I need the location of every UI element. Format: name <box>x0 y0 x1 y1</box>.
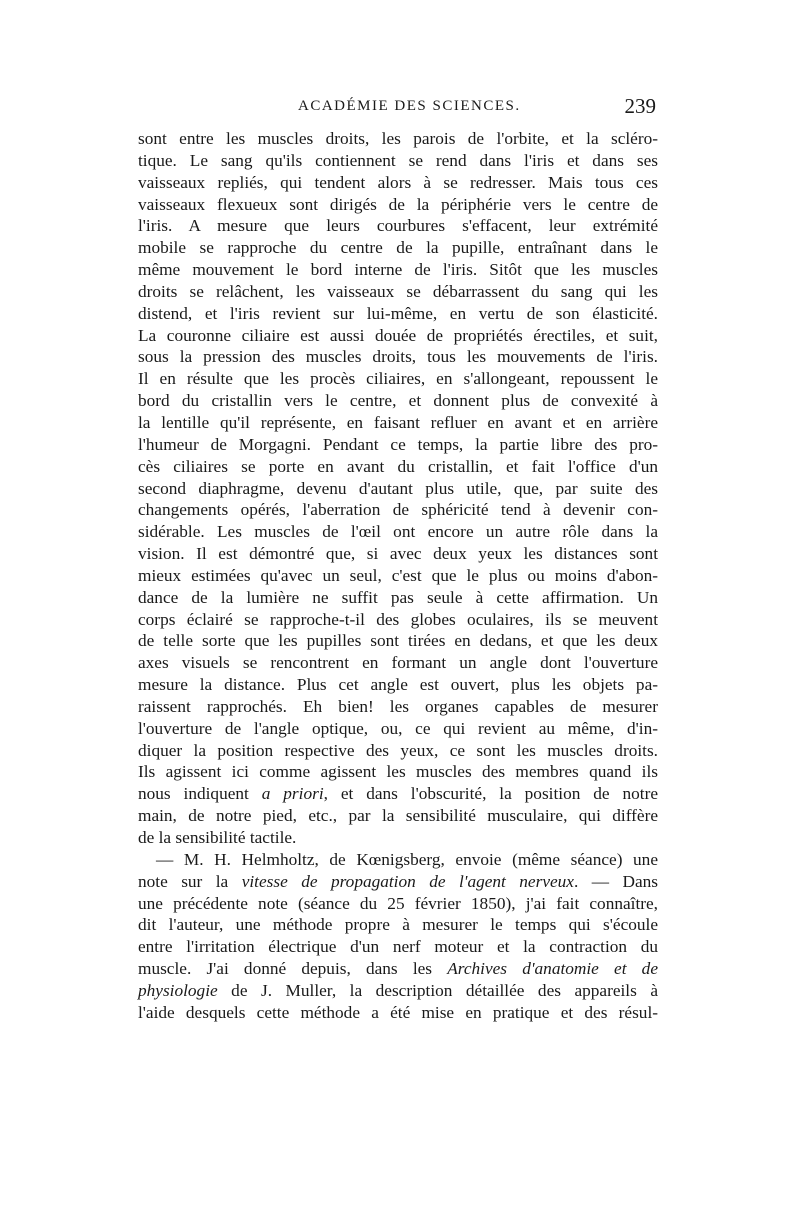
text-line <box>138 958 658 980</box>
running-head-title: ACADÉMIE DES SCIENCES. <box>298 98 521 114</box>
paragraph-end-line: de la sensibilité tactile. <box>138 828 297 847</box>
text-segment: muscle. J'ai donné depuis, dans les <box>138 959 448 979</box>
text-line: droits se relâchent, les vaisseaux se débarrassent du sang qui les <box>138 281 658 301</box>
text-line: dance de la lumière ne suffit pas seule à cette affirmation. Un <box>138 587 658 607</box>
text-line: Ils agissent ici comme agissent les muscles des membres quand ils <box>138 762 658 782</box>
text-line: diquer la position respective des yeux, ce sont les muscles droits. <box>138 740 658 760</box>
text-line: l'ouverture de l'angle optique, ou, ce qui revient au même, d'in- <box>138 718 658 738</box>
italic-title: vitesse de propagation de l'agent nerveux <box>241 871 574 891</box>
text-line: tique. Le sang qu'ils contiennent se rend dans l'iris et dans ses <box>138 150 658 170</box>
text-line: main, de notre pied, etc., par la sensibilité musculaire, qui diffère <box>138 806 658 826</box>
text-segment: . — Dans <box>573 871 658 891</box>
italic-title: Archives d'anatomie et de <box>447 959 658 979</box>
text-line: mobile se rapproche du centre de la pupille, entraînant dans le <box>138 238 658 258</box>
text-line: une précédente note (séance du 25 février 1850), j'ai fait connaître, <box>138 893 658 913</box>
italic-phrase: a priori <box>261 784 324 804</box>
text-line: corps éclairé se rapproche-t-il des globes oculaires, ils se meuvent <box>138 609 658 629</box>
text-line: bord du cristallin vers le centre, et donnent plus de convexité à <box>138 391 658 411</box>
running-head <box>138 94 656 122</box>
text-line: l'aide desquels cette méthode a été mise en pratique et des résul- <box>138 1002 658 1022</box>
text-line: entre l'irritation électrique d'un nerf moteur et la contraction du <box>138 937 658 957</box>
italic-title: physiologie <box>138 980 218 1000</box>
text-line <box>138 980 658 1002</box>
text-line: Il en résulte que les procès ciliaires, en s'allongeant, repoussent le <box>138 369 658 389</box>
text-line: La couronne ciliaire est aussi douée de propriétés érectiles, et suit, <box>138 325 658 345</box>
text-line: dit l'auteur, une méthode propre à mesurer le temps qui s'écoule <box>138 915 658 935</box>
text-line: mieux estimées qu'avec un seul, c'est que le plus ou moins d'abon- <box>138 565 658 585</box>
text-line: vaisseaux flexueux sont dirigés de la périphérie vers le centre de <box>138 194 658 214</box>
text-line: vision. Il est démontré que, si avec deux yeux les distances sont <box>138 544 658 564</box>
text-line: raissent rapprochés. Eh bien! les organes capables de mesurer <box>138 696 658 716</box>
text-line: sidérable. Les muscles de l'œil ont encore un autre rôle dans la <box>138 522 658 542</box>
body-text <box>138 128 658 1024</box>
text-line: l'iris. A mesure que leurs courbures s'effacent, leur extrémité <box>138 216 658 236</box>
text-segment: nous indiquent <box>138 784 262 804</box>
text-line: de telle sorte que les pupilles sont tirées en dedans, et que les deux <box>138 631 658 651</box>
text-line: même mouvement le bord interne de l'iris. Sitôt que les muscles <box>138 260 658 280</box>
text-segment: note sur la <box>138 871 242 891</box>
page-number: 239 <box>624 94 656 118</box>
text-line: — M. H. Helmholtz, de Kœnigsberg, envoie (même séance) une <box>156 849 658 869</box>
text-line: vaisseaux repliés, qui tendent alors à se redresser. Mais tous ces <box>138 172 658 192</box>
text-line: mesure la distance. Plus cet angle est ouvert, plus les objets pa- <box>138 675 658 695</box>
text-line: la lentille qu'il représente, en faisant refluer en avant et en arrière <box>138 412 658 432</box>
text-line: second diaphragme, devenu d'autant plus utile, que, par suite des <box>138 478 658 498</box>
text-line: sous la pression des muscles droits, tous les mouvements de l'iris. <box>138 347 658 367</box>
text-segment: , et dans l'obscurité, la position de notre <box>323 784 658 804</box>
text-line: axes visuels se rencontrent en formant un angle dont l'ouverture <box>138 653 658 673</box>
text-line: changements opérés, l'aberration de sphéricité tend à devenir con- <box>138 500 658 520</box>
text-line: cès ciliaires se porte en avant du cristallin, et fait l'office d'un <box>138 456 658 476</box>
text-line <box>138 871 658 893</box>
text-line <box>138 783 658 805</box>
text-line: distend, et l'iris revient sur lui-même, en vertu de son élasticité. <box>138 303 658 323</box>
text-line: sont entre les muscles droits, les parois de l'orbite, et la scléro- <box>138 129 658 148</box>
text-segment: de J. Muller, la description détaillée des appareils à <box>217 980 658 1000</box>
text-line: l'humeur de Morgagni. Pendant ce temps, la partie libre des pro- <box>138 434 658 454</box>
